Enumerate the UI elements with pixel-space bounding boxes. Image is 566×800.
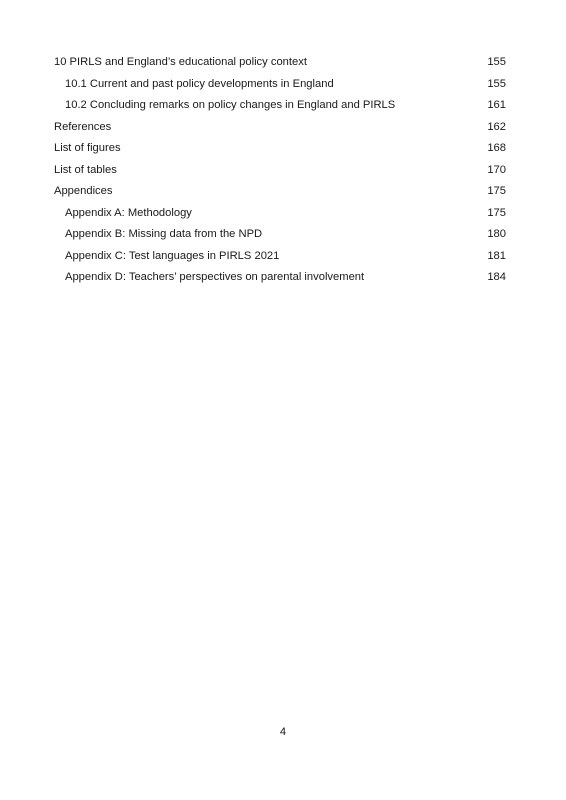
toc-entry-label: Appendix D: Teachers’ perspectives on parental involvement xyxy=(65,271,365,283)
toc-entry-label: List of figures xyxy=(54,142,121,154)
toc-entry-page: 155 xyxy=(487,56,506,68)
toc-entry-appendix-b[interactable] xyxy=(54,224,506,246)
toc-entry-appendices[interactable] xyxy=(54,181,506,203)
toc-entry-label: 10.2 Concluding remarks on policy changes in England and PIRLS xyxy=(65,99,396,111)
toc-entry-page: 162 xyxy=(487,120,506,133)
toc-entry-references[interactable] xyxy=(54,117,506,139)
toc-entry-page: 168 xyxy=(487,142,506,154)
toc-entry-label: References xyxy=(54,120,112,133)
toc-entry-label: 10.1 Current and past policy developments in England xyxy=(65,77,334,90)
toc-entry-label: Appendices xyxy=(54,185,113,197)
toc-entry-section-10-1[interactable] xyxy=(54,74,506,96)
toc-entry-chapter-10[interactable] xyxy=(54,52,506,74)
toc-entry-label: List of tables xyxy=(54,163,117,176)
page-number: 4 xyxy=(279,726,287,738)
toc-entry-appendix-c[interactable] xyxy=(54,246,506,268)
toc-entry-label: Appendix A: Methodology xyxy=(65,206,192,219)
toc-entry-page: 175 xyxy=(487,206,506,219)
toc-entry-page: 180 xyxy=(487,228,506,240)
toc-entry-label: Appendix C: Test languages in PIRLS 2021 xyxy=(65,249,280,262)
toc-entry-list-of-tables[interactable] xyxy=(54,160,506,182)
toc-entry-page: 181 xyxy=(487,249,506,262)
toc-entry-section-10-2[interactable] xyxy=(54,95,506,117)
toc-entry-appendix-a[interactable] xyxy=(54,203,506,225)
toc-entry-label: 10 PIRLS and England’s educational policy context xyxy=(54,56,307,68)
toc-entry-page: 184 xyxy=(487,271,506,283)
toc-entry-page: 170 xyxy=(487,163,506,176)
toc-entry-page: 161 xyxy=(487,99,506,111)
toc-entry-page: 175 xyxy=(487,185,506,197)
toc-entry-list-of-figures[interactable] xyxy=(54,138,506,160)
toc-entry-page: 155 xyxy=(487,77,506,90)
table-of-contents xyxy=(54,52,506,289)
toc-entry-label: Appendix B: Missing data from the NPD xyxy=(65,228,263,240)
toc-entry-appendix-d[interactable] xyxy=(54,267,506,289)
